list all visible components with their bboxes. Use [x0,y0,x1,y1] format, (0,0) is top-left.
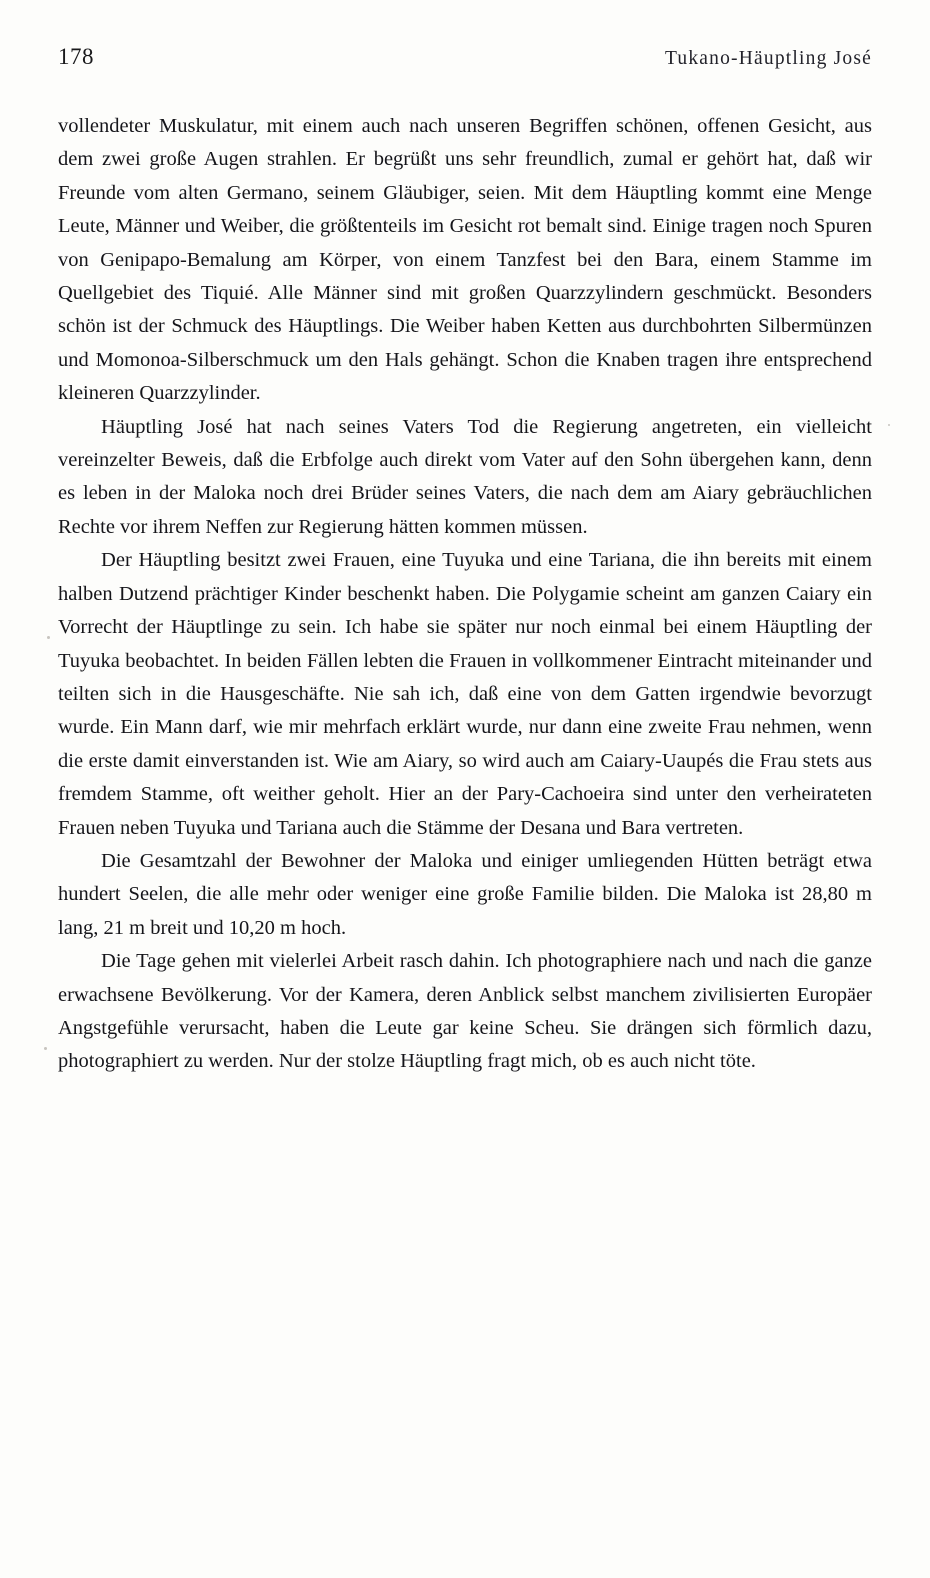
running-head-title: Tukano-Häuptling José [664,48,872,69]
paragraph: Die Gesamtzahl der Bewohner der Maloka und einiger umliegenden Hütten beträgt etwa hundert Seelen, die alle mehr oder weniger eine große Familie bilden. Die Maloka ist 28,80 m lang, 21 m breit und 10,20 m hoch. [58,849,872,939]
paragraph: Der Häuptling besitzt zwei Frauen, eine Tuyuka und eine Tariana, die ihn bereits mit einem halben Dutzend prächtiger Kinder beschenkt haben. Die Polygamie scheint am ganzen Caiary ein Vorrecht der Häuptlinge zu sein. Ich habe sie später nur noch einmal bei einem Häuptling der Tuyuka beobachtet. In beiden Fällen lebten die Frauen in vollkommener Eintracht miteinander und teilten sich in die Hausgeschäfte. Nie sah ich, daß eine von dem Gatten irgendwie bevorzugt wurde. Ein Mann darf, wie mir mehrfach erklärt wurde, nur dann eine zweite Frau nehmen, wenn die erste damit einverstanden ist. Wie am Aiary, so wird auch am Caiary-Uaupés die Frau stets aus fremdem Stamme, oft weither geholt. Hier an der Pary-Cachoeira sind unter den verheirateten Frauen neben Tuyuka und Tariana auch die Stämme der Desana und Bara vertreten. [58,549,872,839]
print-speck [47,636,50,639]
paragraph: Die Tage gehen mit vielerlei Arbeit rasch dahin. Ich photographiere nach und nach die ganze erwachsene Bevölkerung. Vor der Kamera, deren Anblick selbst manchem zivilisierten Europäer Angstgefühle verursacht, haben die Leute gar keine Scheu. Sie drängen sich förmlich dazu, photographiert zu werden. Nur der stolze Häuptling fragt mich, ob es auch nicht töte. [58,950,872,1073]
paragraph: vollendeter Muskulatur, mit einem auch nach unseren Begriffen schönen, offenen Gesicht, aus dem zwei große Augen strahlen. Er begrüßt uns sehr freundlich, zumal er gehört hat, daß wir Freunde vom alten Germano, seinem Gläubiger, seien. Mit dem Häuptling kommt eine Menge Leute, Männer und Weiber, die größtenteils im Gesicht rot bemalt sind. Einige tragen noch Spuren von Genipapo-Bemalung am Körper, von einem Tanzfest bei den Bara, einem Stamme im Quellgebiet des Tiquié. Alle Männer sind mit großen Quarzzylindern geschmückt. Besonders schön ist der Schmuck des Häuptlings. Die Weiber haben Ketten aus durchbohrten Silbermünzen und Momonoa-Silberschmuck um den Hals gehängt. Schon die Knaben tragen ihre entsprechend kleineren Quarzzylinder. [58,115,872,405]
page-number: 178 [58,44,94,69]
running-head [58,44,872,70]
paragraph: Häuptling José hat nach seines Vaters Tod die Regierung angetreten, ein vielleicht vereinzelter Beweis, daß die Erbfolge auch direkt vom Vater auf den Sohn übergehen kann, denn es leben in der Maloka noch drei Brüder seines Vaters, die nach dem am Aiary gebräuchlichen Rechte vor ihrem Neffen zur Regierung hätten kommen müssen. [58,415,872,538]
page-content [58,44,872,1079]
body-text [58,110,872,1079]
print-speck [888,424,890,426]
print-speck [44,1047,47,1050]
